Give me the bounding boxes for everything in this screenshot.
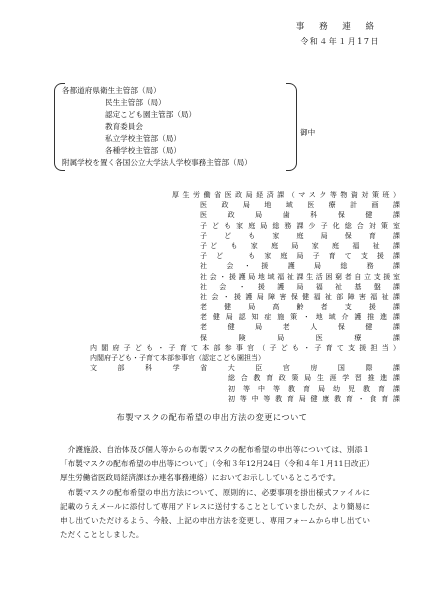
sender-item: 初等中等教育局幼児教育課: [228, 384, 400, 393]
sender-item: 老健局認知症施策・地域介護推進課: [200, 313, 400, 322]
body-paragraph: 介護施設、自治体及び個人等からの布製マスクの配布希望の申出等については、別添１「布製マスクの配布希望の申出等について」（令和３年12月24日（令和４年１月11日改正）厚生労働省医政局経済課ほか連名事務連絡）においてお示ししているところです。: [60, 445, 370, 482]
document-date: 令和４年１月17日: [300, 37, 380, 46]
sender-item: 文 部 科 学 省 大 臣 官 房 国 際 課: [90, 364, 400, 373]
sender-item: 社会・援護局地域福祉課生活困窮者自立支援室: [200, 272, 400, 281]
sender-item: 老 健 局 高 齢 者 支 援 課: [200, 303, 400, 312]
sender-item: 保 険 局 医 療 課: [200, 333, 400, 342]
recipient-item: 民生主管部（局）: [105, 98, 166, 107]
honorific-label: 御中: [300, 128, 316, 137]
sender-item: 子ど も 家 庭 局 家 庭 福 祉 課: [200, 241, 400, 250]
sender-item: 内閣府子ども・子育て本部参事官（認定こども園担当）: [90, 354, 265, 362]
document-type-label: 事 務 連 絡: [295, 22, 380, 32]
recipient-block: [60, 83, 290, 175]
sender-item: 医 政 局 歯 科 保 健 課: [200, 211, 400, 220]
recipient-item: 認定こども園主管部（局）: [105, 110, 197, 119]
sender-block: [90, 190, 400, 404]
recipient-item: 各都道府県衛生主管部（局）: [62, 86, 161, 95]
sender-item: 子 ど も 家 庭 局 保 育 課: [200, 231, 400, 240]
sender-item: 子ど も家庭局子育て支援課: [200, 252, 400, 261]
recipient-item: 各種学校主管部（局）: [105, 146, 181, 155]
sender-item: 社 会 ・ 援 護 局 福 祉 基 盤 課: [200, 282, 400, 291]
body-paragraph: 布製マスクの配布希望の申出方法について、原則的に、必要事項を掛出様式ファイルに記載のうえメールに添付して専用アドレスに送付することとしていましたが、より簡易に申し出ていただけるよう、今般、上記の申出方法を変更し、専用フォームから申し出ていただくこととしました。: [60, 488, 370, 539]
recipient-item: 私立学校主管部（局）: [105, 134, 181, 143]
document-title: 布製マスクの配布希望の申出方法の変更について: [116, 412, 308, 422]
sender-item: 子ども家庭局総務課少子化総合対策室: [200, 221, 400, 230]
recipient-item: 附属学校を置く各国公立大学法人学校事務主管部（局）: [62, 158, 252, 167]
recipient-bracket-right: [286, 83, 297, 171]
sender-item: 社会・援護局障害保健福祉部障害福祉課: [200, 292, 400, 301]
recipient-item: 教育委員会: [105, 122, 143, 131]
document-body: [60, 443, 370, 542]
sender-item: 医政局地域医療計画課: [200, 201, 400, 210]
sender-item: 総合教育政策局生涯学習推進課: [228, 374, 400, 383]
sender-item: 初等中等教育局健康教育・食育課: [228, 394, 400, 403]
sender-item: 内閣府子ども・子育て本部参事官（子ども・子育て支援担当）: [90, 343, 400, 352]
sender-item: 老 健 局 老 人 保 健 課: [200, 323, 400, 332]
sender-item: 社 会 ・ 援 護 局 総 務 課: [200, 262, 400, 271]
sender-item: 厚生労働省医政局経済課（マスク等物資対策班）: [172, 191, 400, 199]
